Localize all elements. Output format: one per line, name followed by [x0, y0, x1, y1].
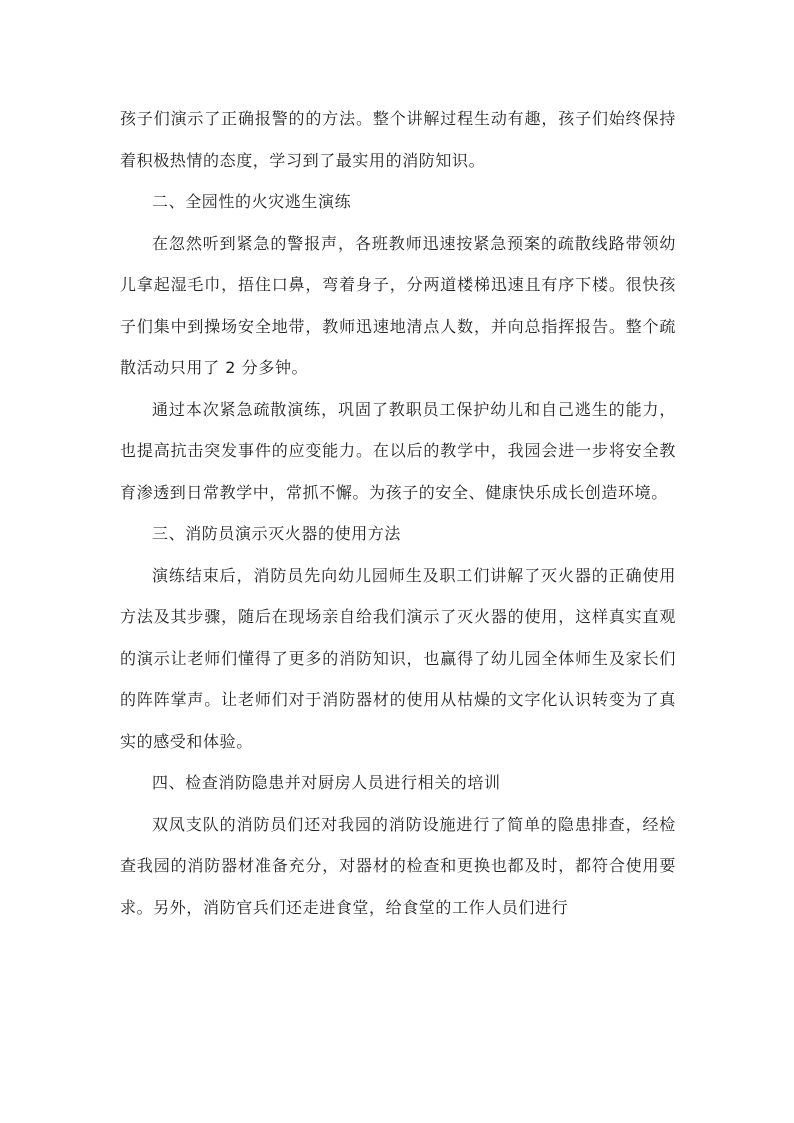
section-heading-3: 三、消防员演示灭火器的使用方法	[152, 524, 402, 543]
section-heading-2: 二、全园性的火灾逃生演练	[152, 192, 352, 211]
paragraph-evacuation: 在忽然听到紧急的警报声，各班教师迅速按紧急预案的疏散线路带领幼儿拿起湿毛巾，捂住口鼻，弯着身子，分两道楼梯迅速且有序下楼。很快孩子们集中到操场安全地带，教师迅速地清点人数，并向总指挥报告。整个疏散活动只用了 2 分多钟。	[120, 233, 676, 377]
paragraph-inspection: 双凤支队的消防员们还对我园的消防设施进行了简单的隐患排查，经检查我园的消防器材准备充分，对器材的检查和更换也都及时，都符合使用要求。另外，消防官兵们还走进食堂，给食堂的工作人员们进行	[120, 814, 676, 917]
paragraph-drill-summary: 通过本次紧急疏散演练，巩固了教职员工保护幼儿和自己逃生的能力，也提高抗击突发事件的应变能力。在以后的教学中，我园会进一步将安全教育渗透到日常教学中，常抓不懈。为孩子的安全、健康快乐成长创造环境。	[120, 399, 676, 502]
paragraph-extinguisher-demo: 演练结束后，消防员先向幼儿园师生及职工们讲解了灭火器的正确使用方法及其步骤，随后在现场亲自给我们演示了灭火器的使用，这样真实直观的演示让老师们懂得了更多的消防知识，也赢得了幼儿园全体师生及家长们的阵阵掌声。让老师们对于消防器材的使用从枯燥的文字化认识转变为了真实的感受和体验。	[120, 565, 676, 751]
paragraph-1: 孩子们演示了正确报警的的方法。整个讲解过程生动有趣，孩子们始终保持着积极热情的态度，学习到了最实用的消防知识。	[120, 109, 676, 170]
document-page	[120, 98, 676, 928]
section-heading-4: 四、检查消防隐患并对厨房人员进行相关的培训	[152, 773, 501, 792]
